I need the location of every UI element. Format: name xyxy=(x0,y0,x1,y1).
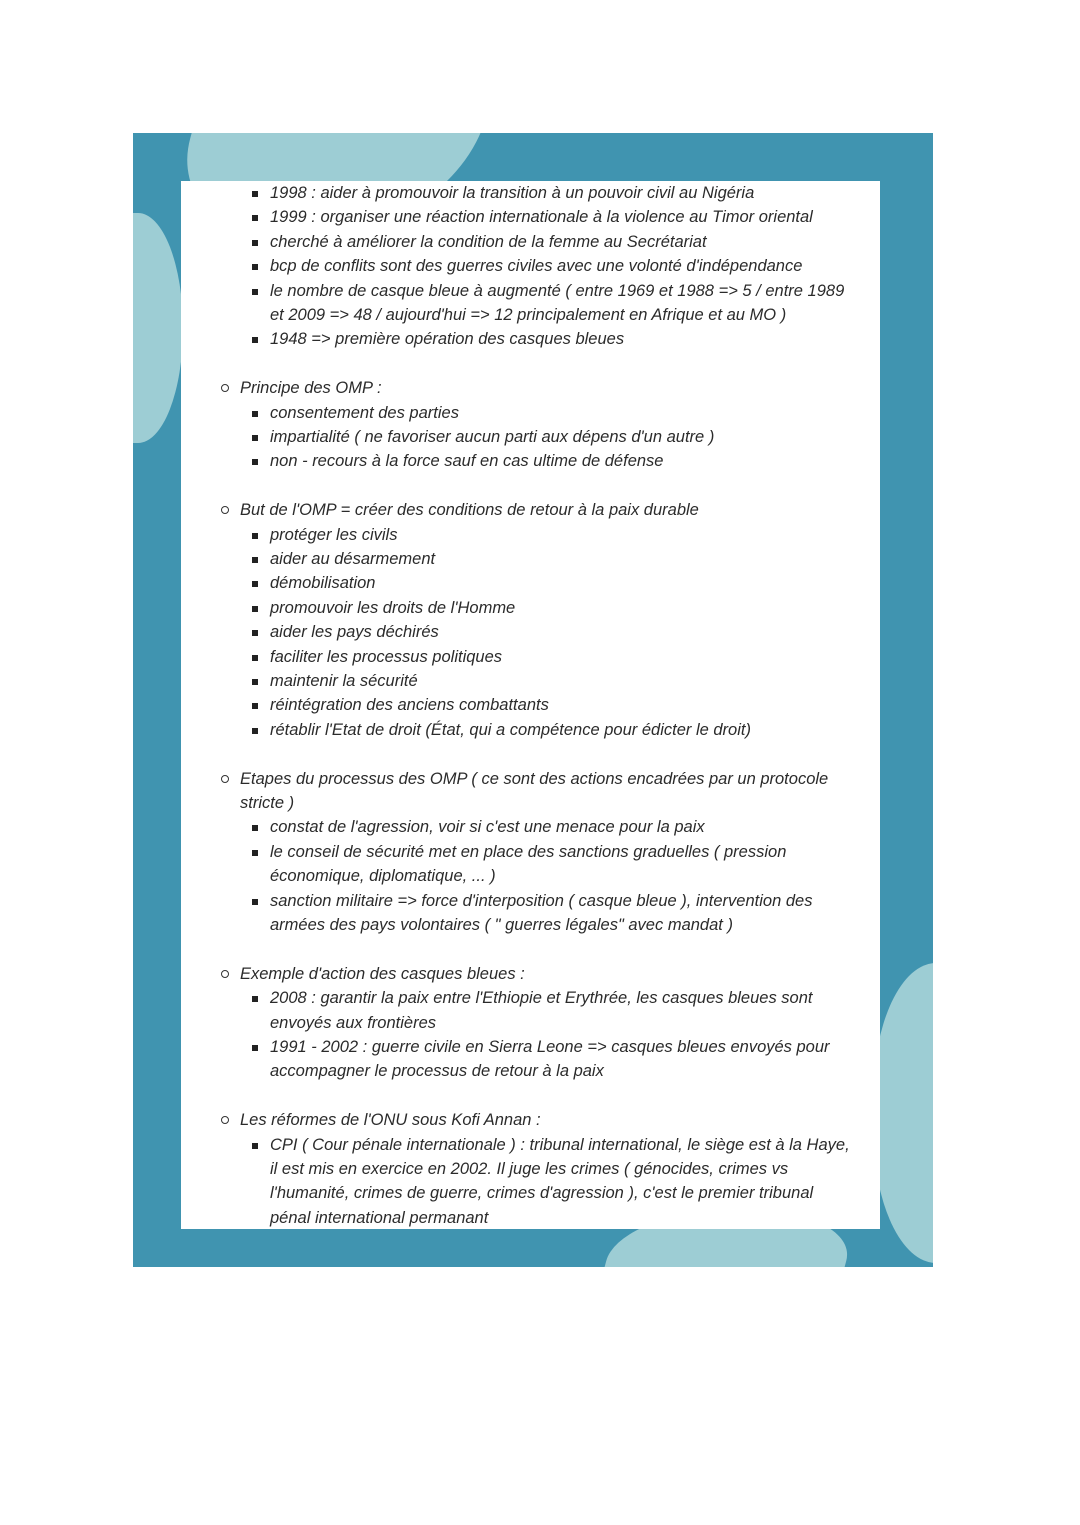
list-item-text: promouvoir les droits de l'Homme xyxy=(270,598,516,617)
list-item-text: accompagner le processus de retour à la paix xyxy=(270,1062,604,1081)
list-item-text: 2008 : garantir la paix entre l'Ethiopie et Erythrée, les casques bleues sont xyxy=(270,989,813,1008)
square-bullet-icon xyxy=(252,264,258,270)
list-item-text: 1948 => première opération des casques bleues xyxy=(270,330,625,349)
list-item-text: non - recours à la force sauf en cas ultime de défense xyxy=(270,452,664,471)
square-bullet-icon xyxy=(252,1143,258,1149)
circle-bullet-icon xyxy=(221,775,229,783)
square-bullet-icon xyxy=(252,825,258,831)
circle-bullet-icon xyxy=(221,384,229,392)
square-bullet-icon xyxy=(252,996,258,1002)
square-bullet-icon xyxy=(252,191,258,197)
square-bullet-icon xyxy=(252,581,258,587)
list-item-text: économique, diplomatique, ... ) xyxy=(270,867,496,886)
list-item-text: consentement des parties xyxy=(270,403,459,422)
square-bullet-icon xyxy=(252,459,258,465)
list-item-text: 1999 : organiser une réaction internationale à la violence au Timor oriental xyxy=(270,208,813,227)
list-item-text: cherché à améliorer la condition de la femme au Secrétariat xyxy=(270,232,707,251)
list-item-text: 1998 : aider à promouvoir la transition à un pouvoir civil au Nigéria xyxy=(270,184,755,202)
list-item-text: le nombre de casque bleue à augmenté ( entre 1969 et 1988 => 5 / entre 1989 xyxy=(270,281,845,300)
square-bullet-icon xyxy=(252,899,258,905)
circle-bullet-icon xyxy=(221,1116,229,1124)
circle-bullet-icon xyxy=(221,506,229,514)
decor-shape-left xyxy=(133,213,183,443)
list-item-text: envoyés aux frontières xyxy=(270,1013,437,1032)
list-item-text: 1991 - 2002 : guerre civile en Sierra Leone => casques bleues envoyés pour xyxy=(270,1038,830,1056)
section-heading: Les réformes de l'ONU sous Kofi Annan : xyxy=(240,1111,541,1130)
section-heading: Principe des OMP : xyxy=(240,379,382,398)
list-item-text: armées des pays volontaires ( " guerres légales" avec mandat ) xyxy=(270,916,733,934)
section-heading: Exemple d'action des casques bleues : xyxy=(240,964,525,983)
square-bullet-icon xyxy=(252,630,258,636)
list-item-text: réintégration des anciens combattants xyxy=(270,696,549,715)
square-bullet-icon xyxy=(252,557,258,563)
list-item-text: aider au désarmement xyxy=(270,550,436,568)
square-bullet-icon xyxy=(252,655,258,661)
square-bullet-icon xyxy=(252,703,258,709)
list-item-text: constat de l'agression, voir si c'est une menace pour la paix xyxy=(270,818,705,837)
list-item-text: sanction militaire => force d'interposition ( casque bleue ), intervention des xyxy=(270,891,813,910)
document-page xyxy=(181,181,880,1229)
list-item-text: rétablir l'Etat de droit (État, qui a compétence pour édicter le droit) xyxy=(270,720,751,739)
section-heading: stricte ) xyxy=(240,794,295,812)
circle-bullet-icon xyxy=(221,970,229,978)
list-item-text: il est mis en exercice en 2002. Il juge les crimes ( génocides, crimes vs xyxy=(270,1160,789,1178)
list-item-text: l'humanité, crimes de guerre, crimes d'agression ), c'est le premier tribunal xyxy=(270,1184,814,1203)
square-bullet-icon xyxy=(252,1045,258,1051)
square-bullet-icon xyxy=(252,679,258,685)
list-item-text: aider les pays déchirés xyxy=(270,623,439,642)
square-bullet-icon xyxy=(252,606,258,612)
list-item-text: protéger les civils xyxy=(270,525,398,544)
square-bullet-icon xyxy=(252,240,258,246)
square-bullet-icon xyxy=(252,289,258,295)
list-item-text: maintenir la sécurité xyxy=(270,672,418,690)
decor-shape-right xyxy=(873,963,933,1263)
list-item-text: bcp de conflits sont des guerres civiles avec une volonté d'indépendance xyxy=(270,257,803,276)
list-item-text: et 2009 => 48 / aujourd'hui => 12 principalement en Afrique et au MO ) xyxy=(270,306,787,324)
list-item-text: démobilisation xyxy=(270,574,376,593)
list-item-text: pénal international permanant xyxy=(270,1208,489,1227)
section-heading: But de l'OMP = créer des conditions de retour à la paix durable xyxy=(240,501,699,520)
square-bullet-icon xyxy=(252,411,258,417)
square-bullet-icon xyxy=(252,728,258,734)
list-item-text: le conseil de sécurité met en place des sanctions graduelles ( pression xyxy=(270,842,787,861)
square-bullet-icon xyxy=(252,435,258,441)
list-item-text: faciliter les processus politiques xyxy=(270,647,503,666)
section-heading: Etapes du processus des OMP ( ce sont des actions encadrées par un protocole xyxy=(240,769,829,788)
square-bullet-icon xyxy=(252,850,258,856)
list-item-text: impartialité ( ne favoriser aucun parti aux dépens d'un autre ) xyxy=(270,428,715,446)
square-bullet-icon xyxy=(252,337,258,343)
square-bullet-icon xyxy=(252,533,258,539)
list-item-text: CPI ( Cour pénale internationale ) : tribunal international, le siège est à la Haye, xyxy=(270,1135,850,1154)
square-bullet-icon xyxy=(252,215,258,221)
